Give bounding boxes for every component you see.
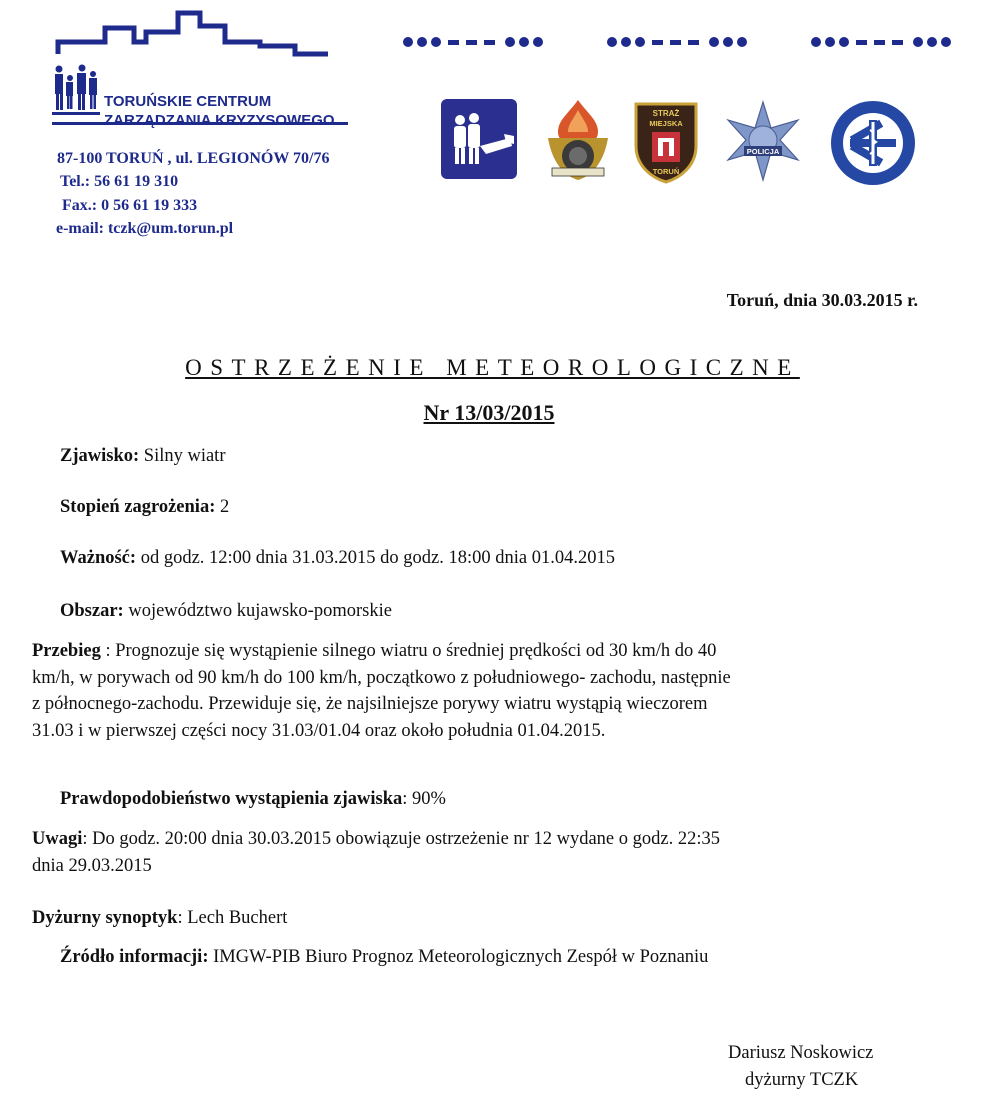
course-line-4: 31.03 i w pierwszej części nocy 31.03/01.04 oraz około południa 01.04.2015. — [32, 720, 606, 741]
field-validity-label: Ważność: — [60, 548, 137, 568]
field-forecaster-label: Dyżurny synoptyk — [32, 908, 178, 928]
signature-role: dyżurny TCZK — [745, 1070, 859, 1090]
field-remarks-label: Uwagi — [32, 829, 83, 849]
org-name — [104, 92, 335, 130]
field-probability-value: : 90% — [402, 789, 446, 809]
org-name-line2: ZARZĄDZANIA KRYZYSOWEGO — [104, 112, 335, 129]
field-phenomenon-label: Zjawisko: — [60, 446, 140, 466]
signature-name: Dariusz Noskowicz — [728, 1043, 874, 1063]
decorative-dash-dot-line — [400, 34, 960, 50]
svg-text:POLICJA: POLICJA — [746, 147, 780, 156]
field-course-label: Przebieg — [32, 641, 101, 661]
course-line-2: km/h, w porywach od 90 km/h do 100 km/h, początkowo z południowego- zachodu, następnie — [32, 667, 731, 688]
civil-protection-emblem — [440, 98, 520, 180]
field-phenomenon — [60, 443, 226, 469]
document-title: OSTRZEŻENIE METEOROLOGICZNE — [185, 355, 800, 380]
telephone: Tel.: 56 61 19 310 — [60, 173, 179, 190]
field-validity — [60, 545, 615, 571]
document-date: Toruń, dnia 30.03.2015 r. — [726, 290, 918, 310]
field-area-value: województwo kujawsko-pomorskie — [123, 601, 392, 621]
field-probability-label: Prawdopodobieństwo wystąpienia zjawiska — [60, 789, 403, 809]
field-phenomenon-value: Silny wiatr — [139, 446, 226, 466]
field-remarks — [32, 826, 972, 879]
field-course — [32, 638, 972, 744]
city-guard-emblem — [632, 100, 712, 182]
email: e-mail: tczk@um.torun.pl — [56, 220, 234, 237]
field-forecaster — [32, 905, 287, 931]
field-forecaster-value: : Lech Buchert — [177, 908, 288, 928]
remarks-text-1: : Do godz. 20:00 dnia 30.03.2015 obowiązuje ostrzeżenie nr 12 wydane o godz. 22:35 — [82, 829, 720, 849]
field-source-label: Źródło informacji: — [60, 947, 209, 967]
address: 87-100 TORUŃ , ul. LEGIONÓW 70/76 — [57, 150, 330, 167]
fax: Fax.: 0 56 61 19 333 — [62, 197, 198, 214]
police-star-emblem — [718, 100, 798, 182]
remarks-line-2: dnia 29.03.2015 — [32, 855, 152, 876]
course-line-3: z północnego-zachodu. Przewiduje się, że najsilniejsze porywy wiatru wystąpią wieczorem — [32, 694, 708, 714]
field-source-value: IMGW-PIB Biuro Prognoz Meteorologicznych Zespół w Poznaniu — [208, 947, 709, 967]
field-validity-value: od godz. 12:00 dnia 31.03.2015 do godz. 18:00 dnia 01.04.2015 — [136, 548, 615, 568]
field-probability — [60, 786, 446, 812]
fire-service-emblem — [538, 98, 618, 180]
medical-rescue-emblem — [827, 100, 907, 182]
warning-number: Nr 13/03/2015 — [423, 400, 555, 425]
svg-text:STRAŻ: STRAŻ — [652, 109, 680, 118]
field-threat-level-label: Stopień zagrożenia: — [60, 497, 216, 517]
course-text-1: : Prognozuje się wystąpienie silnego wiatru o średniej prędkości od 30 km/h do 40 — [100, 641, 717, 661]
field-threat-level — [60, 494, 229, 520]
svg-text:TORUŃ: TORUŃ — [652, 167, 680, 176]
field-threat-level-value: 2 — [215, 497, 230, 517]
remarks-line-1 — [32, 826, 972, 853]
field-area-label: Obszar: — [60, 601, 124, 621]
field-source — [60, 944, 708, 970]
course-line-1 — [32, 638, 972, 665]
org-name-line1: TORUŃSKIE CENTRUM — [104, 93, 272, 110]
svg-text:MIEJSKA: MIEJSKA — [649, 119, 683, 128]
field-area — [60, 598, 392, 624]
